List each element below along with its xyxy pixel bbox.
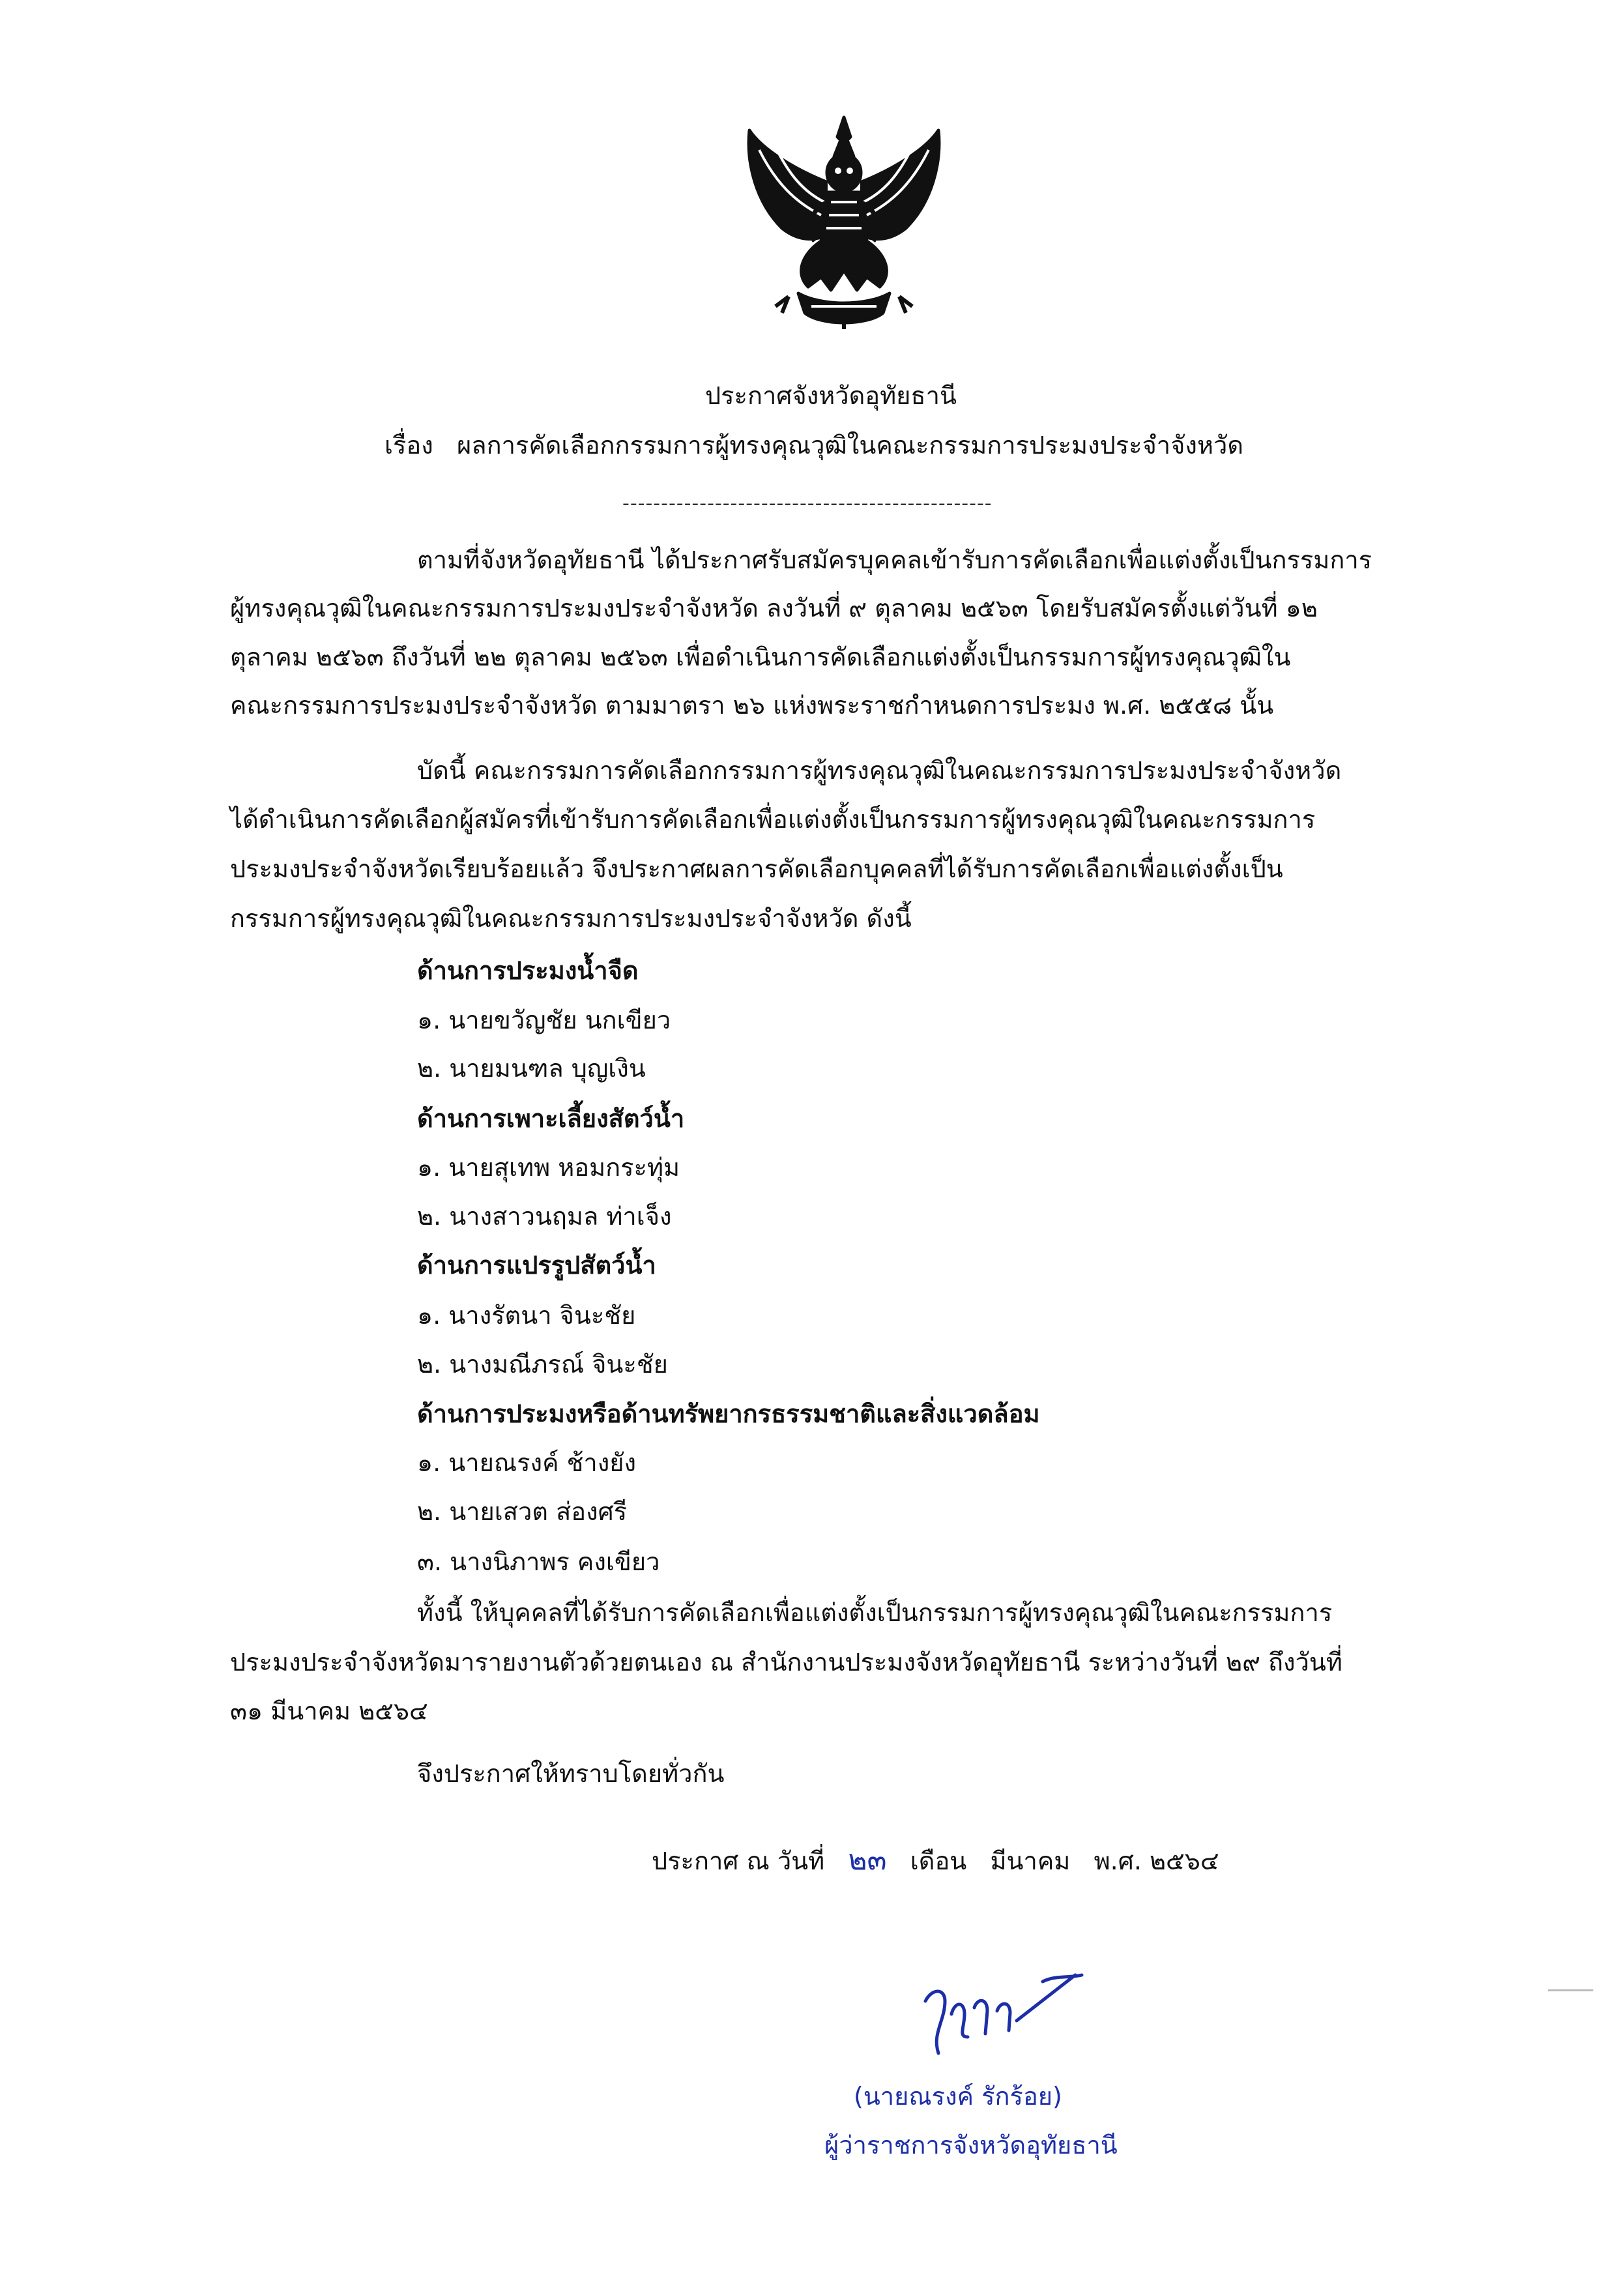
member-item: ๒. นายเสวต ส่องศรี: [417, 1497, 628, 1526]
header-separator: ------------------------------------------------: [622, 492, 993, 515]
member-item: ๑. นายสุเทพ หอมกระทุ่ม: [417, 1153, 680, 1182]
date-year: พ.ศ. ๒๕๖๔: [1094, 1847, 1219, 1875]
signer-position: ผู้ว่าราชการจังหวัดอุทัยธานี: [824, 2131, 1118, 2160]
member-item: ๓. นางนิภาพร คงเขียว: [417, 1547, 660, 1576]
member-item: ๒. นายมนฑล บุญเงิน: [417, 1054, 646, 1083]
signer-name: (นายณรงค์ รักร้อย): [854, 2082, 1062, 2111]
subject-line: [384, 433, 1243, 458]
paragraph-line: ประมงประจำจังหวัดมารายงานตัวด้วยตนเอง ณ สำนักงานประมงจังหวัดอุทัยธานี ระหว่างวันที่ ๒๙ ถึงวันที่: [230, 1648, 1342, 1676]
scan-mark: [1548, 1989, 1593, 1991]
date-month-label: เดือน: [910, 1847, 967, 1875]
announcement-date: [652, 1843, 1219, 1877]
paragraph-line: กรรมการผู้ทรงคุณวุฒิในคณะกรรมการประมงประจำจังหวัด ดังนี้: [230, 904, 912, 933]
paragraph-line: ได้ดำเนินการคัดเลือกผู้สมัครที่เข้ารับการคัดเลือกเพื่อแต่งตั้งเป็นกรรมการผู้ทรงคุณวุฒิในคณะกรรมการ: [230, 805, 1316, 834]
paragraph-line: บัดนี้ คณะกรรมการคัดเลือกกรรมการผู้ทรงคุณวุฒิในคณะกรรมการประมงประจำจังหวัด: [417, 756, 1342, 785]
member-item: ๑. นายณรงค์ ช้างยัง: [417, 1448, 637, 1477]
garuda-emblem-icon: [736, 111, 951, 332]
date-day: ๒๓: [848, 1843, 887, 1877]
member-item: ๒. นางสาวนฤมล ท่าเจ็ง: [417, 1202, 672, 1231]
signature-mark: [912, 1962, 1108, 2066]
closing-statement: จึงประกาศให้ทราบโดยทั่วกัน: [417, 1759, 725, 1788]
member-item: ๒. นางมณีภรณ์ จินะชัย: [417, 1350, 668, 1379]
paragraph-line: ตามที่จังหวัดอุทัยธานี ได้ประกาศรับสมัครบุคคลเข้ารับการคัดเลือกเพื่อแต่งตั้งเป็นกรรมการ: [417, 546, 1372, 574]
section-heading: ด้านการประมงหรือด้านทรัพยากรธรรมชาติและสิ่งแวดล้อม: [417, 1399, 1040, 1428]
paragraph-line: ๓๑ มีนาคม ๒๕๖๔: [230, 1697, 428, 1725]
member-item: ๑. นายขวัญชัย นกเขียว: [417, 1006, 671, 1034]
section-heading: ด้านการแปรรูปสัตว์น้ำ: [417, 1251, 656, 1280]
page-title: ประกาศจังหวัดอุทัยธานี: [705, 381, 957, 410]
paragraph-line: ผู้ทรงคุณวุฒิในคณะกรรมการประมงประจำจังหวัด ลงวันที่ ๙ ตุลาคม ๒๕๖๓ โดยรับสมัครตั้งแต่วันที่ ๑๒: [230, 594, 1318, 622]
section-heading: ด้านการเพาะเลี้ยงสัตว์น้ำ: [417, 1104, 685, 1133]
member-item: ๑. นางรัตนา จินะชัย: [417, 1301, 636, 1330]
paragraph-line: คณะกรรมการประมงประจำจังหวัด ตามมาตรา ๒๖ แห่งพระราชกำหนดการประมง พ.ศ. ๒๕๕๘ นั้น: [230, 691, 1274, 720]
date-prefix: ประกาศ ณ วันที่: [652, 1847, 825, 1875]
subject-text: ผลการคัดเลือกกรรมการผู้ทรงคุณวุฒิในคณะกรรมการประมงประจำจังหวัด: [457, 431, 1244, 460]
section-heading: ด้านการประมงน้ำจืด: [417, 956, 639, 985]
paragraph-line: ทั้งนี้ ให้บุคคลที่ได้รับการคัดเลือกเพื่อแต่งตั้งเป็นกรรมการผู้ทรงคุณวุฒิในคณะกรรมการ: [417, 1598, 1333, 1627]
paragraph-line: ตุลาคม ๒๕๖๓ ถึงวันที่ ๒๒ ตุลาคม ๒๕๖๓ เพื่อดำเนินการคัดเลือกแต่งตั้งเป็นกรรมการผู้ทรงคุณวุฒิใน: [230, 643, 1291, 671]
date-month: มีนาคม: [990, 1847, 1071, 1875]
paragraph-line: ประมงประจำจังหวัดเรียบร้อยแล้ว จึงประกาศผลการคัดเลือกบุคคลที่ได้รับการคัดเลือกเพื่อแต่งตั้งเป็น: [230, 855, 1283, 883]
subject-label: เรื่อง: [384, 431, 433, 460]
